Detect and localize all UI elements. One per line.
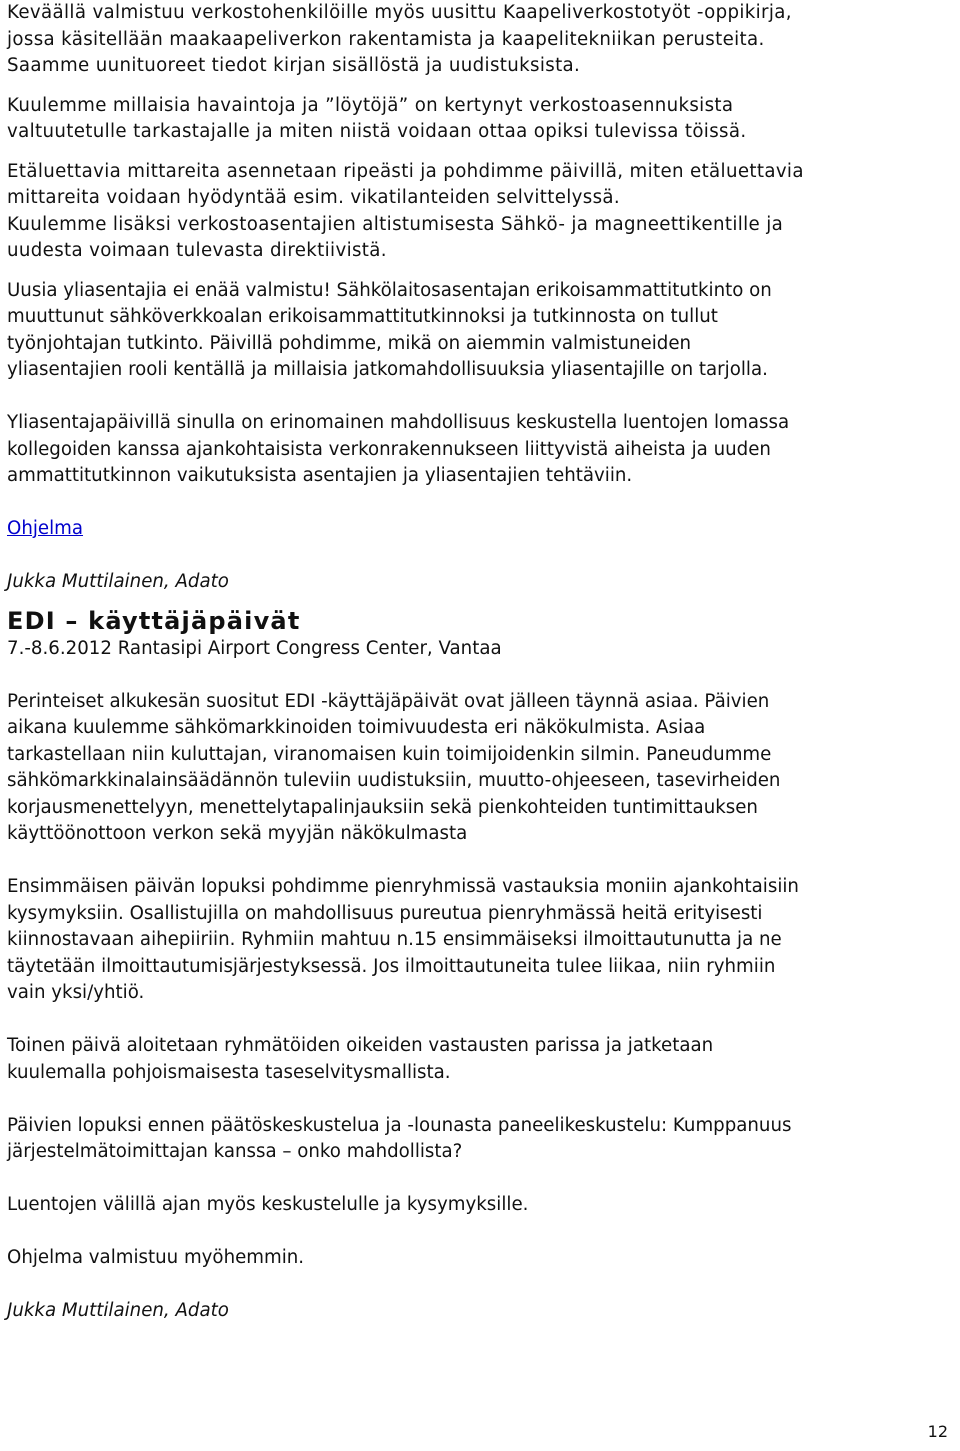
text-line: ammattitutkinnon vaikutuksista asentajien ja yliasentajien tehtäviin. [7,465,633,486]
text-line: valtuutetulle tarkastajalle ja miten niistä voidaan ottaa opiksi tulevissa töissä. [7,121,747,142]
meters-paragraph [7,159,955,265]
program-link[interactable]: Ohjelma [7,518,84,539]
intro-paragraph [7,0,955,80]
text-line: tarkastellaan niin kuluttajan, viranomaisen kuin toimijoidenkin silmin. Paneudumme [7,743,772,765]
text-line: mittareita voidaan hyödyntää esim. vikatilanteiden selvittelyssä. [7,187,621,208]
findings-paragraph [7,93,955,146]
fitters-paragraph [7,278,955,384]
text-line: Ensimmäisen päivän lopuksi pohdimme pienryhmissä vastauksia moniin ajankohtaisiin [7,876,799,897]
text-line: Yliasentajapäivillä sinulla on erinomainen mahdollisuus keskustella luentojen lomassa [7,412,790,433]
event-title: EDI – käyttäjäpäivät [7,606,301,635]
text-line: kiinnostavaan aihepiiriin. Ryhmiin mahtuu n.15 ensimmäiseksi ilmoittautunutta ja ne [7,929,782,950]
text-line: muuttunut sähköverkkoalan erikoisammattitutkinnoksi ja tutkinnosta on tullut [7,306,718,327]
program-note: Ohjelma valmistuu myöhemmin. [7,1247,305,1268]
author-credit: Jukka Muttilainen, Adato [7,571,229,592]
text-line: Saamme uunituoreet tiedot kirjan sisällöstä ja uudistuksista. [7,55,581,76]
text-line: Keväällä valmistuu verkostohenkilöille myös uusittu Kaapeliverkostotyöt -oppikirja, [7,2,792,23]
event-date-place: 7.-8.6.2012 Rantasipi Airport Congress Center, Vantaa [7,637,502,659]
text-line: aikana kuulemme sähkömarkkinoiden toimivuudesta eri näkökulmista. Asiaa [7,717,706,738]
text-line: täytetään ilmoittautumisjärjestyksessä. Jos ilmoittautuneita tulee liikaa, niin ryhmiin [7,955,776,977]
text-line: Etäluettavia mittareita asennetaan ripeästi ja pohdimme päivillä, miten etäluettavia [7,160,804,182]
text-line: Perinteiset alkukesän suositut EDI -käyttäjäpäivät ovat jälleen täynnä asiaa. Päivien [7,690,770,712]
text-line: uudesta voimaan tulevasta direktiivistä. [7,240,387,261]
text-line: järjestelmätoimittajan kanssa – onko mahdollista? [7,1141,463,1162]
text-line: Uusia yliasentajia ei enää valmistu! Sähkölaitosasentajan erikoisammattitutkinto on [7,279,772,301]
text-line: Päivien lopuksi ennen päätöskeskustelua ja -lounasta paneelikeskustelu: Kumppanuus [7,1114,792,1136]
text-line: kollegoiden kanssa ajankohtaisista verkonrakennukseen liittyvistä aiheista ja uuden [7,438,771,460]
text-line: yliasentajien rooli kentällä ja millaisia jatkomahdollisuuksia yliasentajille on tarjolla. [7,359,768,380]
text-line: vain yksi/yhtiö. [7,982,145,1003]
text-line: työnjohtajan tutkinto. Päivillä pohdimme, mikä on aiemmin valmistuneiden [7,332,692,354]
page-number: 12 [927,1421,948,1441]
document-page [7,0,955,1325]
groups-paragraph [7,874,955,1007]
text-line: jossa käsitellään maakaapeliverkon rakentamista ja kaapelitekniikan perusteita. [7,28,765,50]
author-credit: Jukka Muttilainen, Adato [7,1300,229,1321]
text-line: Kuulemme lisäksi verkostoasentajien altistumisesta Sähkö- ja magneettikentille ja [7,213,784,235]
text-line: kuulemalla pohjoismaisesta taseselvitysmallista. [7,1061,451,1083]
program-link-row [7,516,955,543]
edi-intro-paragraph [7,689,955,848]
text-line: sähkömarkkinalainsäädännön tuleviin uudistuksiin, muutto-ohjeeseen, tasevirheiden [7,770,781,791]
text-line: Toinen päivä aloitetaan ryhmätöiden oikeiden vastausten parissa ja jatketaan [7,1035,714,1056]
text-line: Kuulemme millaisia havaintoja ja ”löytöjä” on kertynyt verkostoasennuksista [7,94,734,116]
lectures-paragraph: Luentojen välillä ajan myös keskustelulle ja kysymyksille. [7,1194,529,1215]
discussion-paragraph [7,410,955,490]
panel-paragraph [7,1113,955,1166]
text-line: käyttöönottoon verkon sekä myyjän näkökulmasta [7,823,468,844]
text-line: korjausmenettelyyn, menettelytapalinjauksiin sekä pienkohteiden tuntimittauksen [7,796,758,818]
text-line: kysymyksiin. Osallistujilla on mahdollisuus pureutua pienryhmässä heitä erityisesti [7,902,763,924]
day2-paragraph [7,1033,955,1086]
